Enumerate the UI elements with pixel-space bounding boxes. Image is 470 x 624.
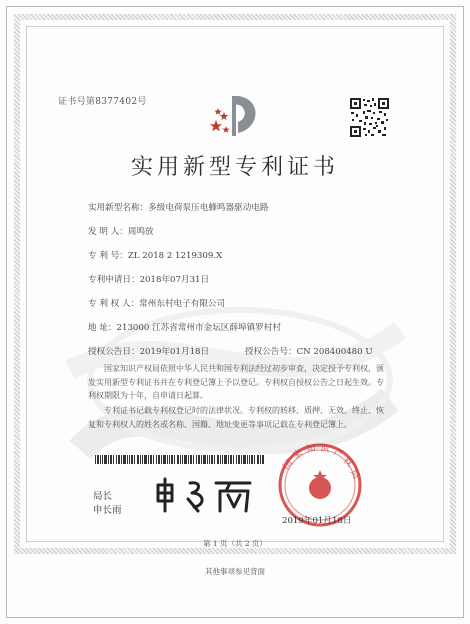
field-value: CN 208400480 U	[296, 347, 373, 357]
svg-text:产: 产	[331, 447, 345, 461]
field-label: 专 利 权 人：	[88, 299, 140, 309]
field-grant-publication-number	[245, 345, 373, 357]
field-utility-model-name	[88, 201, 269, 213]
field-value: 2019年01月18日	[139, 347, 210, 357]
field-patent-number	[88, 249, 222, 261]
svg-text:识: 识	[319, 444, 330, 455]
field-patentee	[88, 297, 225, 309]
certificate-title: 实用新型专利证书	[130, 155, 339, 180]
issue-date: 2019年01月18日	[282, 516, 352, 526]
certificate-number: 证书号第8377402号	[58, 97, 147, 107]
svg-text:家: 家	[291, 448, 305, 462]
svg-text:局: 局	[347, 468, 361, 482]
field-value: 多级电荷泵压电蜂鸣器驱动电路	[148, 203, 269, 213]
field-address	[88, 321, 281, 333]
field-value: ZL 2018 2 1219309.X	[127, 251, 223, 261]
grant-statement-paragraph: 国家知识产权局依照中华人民共和国专利法经过初步审查，决定授予专利权，颁发实用新型专利证书并在专利登记簿上予以登记。专利权自授权公告之日起生效。专利权期限为十年，自申请日起算。	[88, 364, 384, 400]
field-label: 发 明 人：	[88, 227, 128, 237]
field-application-date	[88, 273, 209, 285]
field-inventor	[88, 225, 154, 237]
field-value: 2018年07月31日	[139, 275, 210, 285]
field-value: 常州东村电子有限公司	[139, 299, 226, 309]
field-label: 专利申请日：	[88, 275, 140, 285]
director-title: 局长	[93, 491, 113, 502]
svg-text:权: 权	[340, 455, 355, 470]
page-number: 第 1 页（共 2 页）	[202, 539, 268, 548]
qr-code-icon	[349, 97, 390, 138]
svg-text:国: 国	[281, 458, 296, 472]
patent-office-emblem-icon	[208, 92, 264, 140]
legal-status-paragraph: 专利证书记载专利权登记时的法律状况。专利权的转移、质押、无效、终止、恢复和专利权人的姓名或名称、国籍、地址变更等事项记载在专利登记簿上。	[88, 406, 384, 429]
barcode-icon	[95, 455, 265, 464]
field-label: 实用新型名称：	[88, 203, 149, 213]
svg-text:知: 知	[305, 443, 317, 455]
field-value: 213000 江苏省常州市金坛区薛埠镇罗村村	[116, 323, 281, 333]
director-signature	[150, 475, 260, 515]
field-label: 专 利 号：	[88, 251, 128, 261]
field-label: 地 址：	[88, 323, 117, 333]
field-label: 授权公告日：	[88, 347, 140, 357]
field-grant-date	[88, 345, 209, 357]
field-value: 周鸣放	[127, 227, 154, 237]
director-name: 申长雨	[93, 505, 122, 516]
field-label: 授权公告号：	[245, 347, 297, 357]
footer-note: 其他事项参见背面	[205, 567, 265, 576]
